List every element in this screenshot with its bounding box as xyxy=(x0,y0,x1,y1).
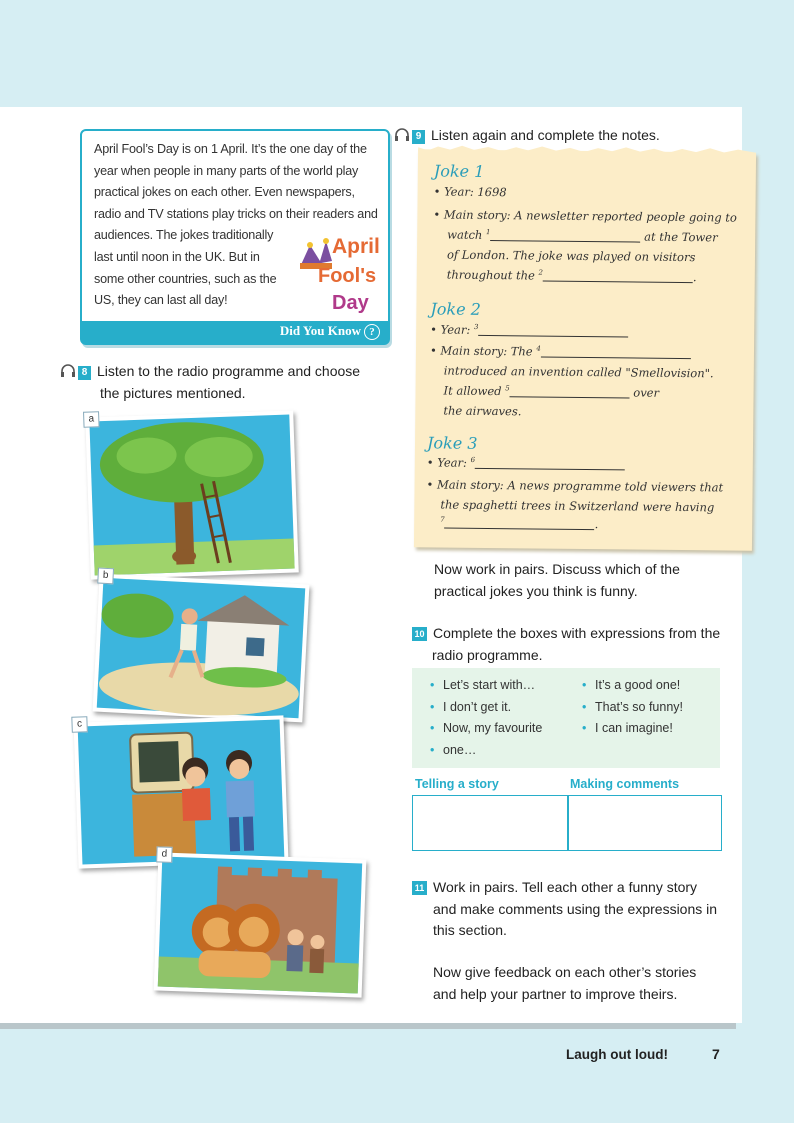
logo-day: Day xyxy=(332,292,369,314)
task-11-line3: this section. xyxy=(433,922,507,938)
expression-item-cont: • one… xyxy=(430,740,542,762)
joke-3-year: • Year: $^6$ xyxy=(427,455,625,471)
joke-3-story-line3: $^7$ . xyxy=(440,515,599,532)
info-line: audiences. The jokes traditionally xyxy=(94,228,274,243)
picture-c[interactable] xyxy=(74,715,289,868)
boys-tv-picture xyxy=(74,715,289,868)
picture-label: b xyxy=(97,568,114,585)
joke-3-title: Joke 3 xyxy=(426,433,478,453)
joke-2-story-line2: introduced an invention called "Smellovision". xyxy=(443,363,714,381)
answer-blank-1[interactable] xyxy=(490,230,640,243)
logo-fools: Fool's xyxy=(318,265,377,287)
picture-label: d xyxy=(156,846,173,863)
joke-3-story-line1: • Main story: A news programme told viewers that xyxy=(426,477,724,495)
pairs-line1: Now work in pairs. Discuss which of the xyxy=(434,561,680,577)
expression-item: • It’s a good one! xyxy=(582,675,683,697)
task-11-heading xyxy=(412,877,717,942)
headphones-icon xyxy=(60,364,76,377)
question-icon: ? xyxy=(364,324,380,340)
did-you-know-box xyxy=(80,129,390,345)
expressions-right-list xyxy=(582,675,683,740)
joke-1-story-line3: of London. The joke was played on visitors xyxy=(446,247,696,265)
tree-ladder-picture xyxy=(85,410,299,579)
headphones-icon xyxy=(394,128,410,141)
feedback-line1: Now give feedback on each other’s stories xyxy=(433,964,697,980)
picture-label: a xyxy=(83,411,100,428)
expression-item: • I can imagine! xyxy=(582,718,683,740)
april-fools-logo xyxy=(296,227,382,317)
task-9-text: Listen again and complete the notes. xyxy=(431,127,660,143)
expressions-box xyxy=(412,668,720,768)
joke-2-story-line1: • Main story: The $^4$ xyxy=(430,343,691,360)
picture-d[interactable] xyxy=(154,848,367,997)
picture-b[interactable] xyxy=(93,569,310,723)
info-line: April Fool’s Day is on 1 April. It’s the one day of the xyxy=(94,142,367,156)
task-number-badge: 11 xyxy=(412,881,427,895)
lions-tower-picture xyxy=(154,852,367,997)
answer-blank-7[interactable] xyxy=(445,518,595,531)
answer-table[interactable] xyxy=(412,795,722,851)
pairs-line2: practical jokes you think is funny. xyxy=(434,582,638,599)
expressions-left-list xyxy=(430,675,542,761)
answer-blank-3[interactable] xyxy=(478,325,628,338)
picture-a[interactable] xyxy=(85,410,299,579)
joke-1-story-line1: • Main story: A newsletter reported people going to xyxy=(433,207,737,225)
joke-2-year: • Year: $^3$ xyxy=(430,322,628,338)
info-line: US, they can last all day! xyxy=(94,293,228,308)
task-number-badge: 8 xyxy=(78,366,91,380)
joke-1-story-line2: watch $^1$ at the Tower xyxy=(447,227,718,245)
did-you-know-label: Did You Know ? xyxy=(280,323,380,340)
task-8-line2: the pictures mentioned. xyxy=(100,384,246,401)
task-11-line2: and make comments using the expressions in xyxy=(433,900,718,917)
task-8-line1: Listen to the radio programme and choose xyxy=(97,363,361,379)
page-shadow xyxy=(0,1023,736,1029)
feedback-line2: and help your partner to improve theirs. xyxy=(433,985,678,1002)
logo-april: April xyxy=(332,235,380,258)
info-line: year when people in many parts of the world play xyxy=(94,163,359,178)
feedback-text xyxy=(433,962,696,1005)
task-number-badge: 9 xyxy=(412,130,425,144)
picture-label: c xyxy=(71,716,88,733)
expression-item: • Now, my favourite xyxy=(430,718,542,740)
footer-unit-title: Laugh out loud! xyxy=(566,1047,668,1062)
joke-2-story-line3: It allowed $^5$ over xyxy=(443,383,660,400)
task-8-heading xyxy=(60,361,360,404)
joke-1-story-line4: throughout the $^2$ . xyxy=(446,267,697,285)
joke-1-title: Joke 1 xyxy=(433,161,485,181)
runner-house-picture xyxy=(93,574,310,723)
task-11-line1: Work in pairs. Tell each other a funny story xyxy=(433,879,698,895)
info-line: practical jokes on each other. Even newspapers, xyxy=(94,185,355,200)
expression-item: • I don’t get it. xyxy=(430,697,542,719)
expression-item: • Let’s start with… xyxy=(430,675,542,697)
task-10-heading xyxy=(412,623,720,666)
joke-3-story-line2: the spaghetti trees in Switzerland were having xyxy=(440,497,715,515)
joke-2-story-line4: the airwaves. xyxy=(443,403,522,419)
joke-1-year: • Year: 1698 xyxy=(433,184,507,200)
pairs-discussion-text xyxy=(434,559,680,602)
column-telling-story: Telling a story xyxy=(415,777,499,791)
task-number-badge: 10 xyxy=(412,627,427,641)
info-line: some other countries, such as the xyxy=(94,271,277,286)
info-line: radio and TV stations play tricks on their readers and xyxy=(94,206,378,221)
task-10-line2: radio programme. xyxy=(432,646,543,663)
task-10-line1: Complete the boxes with expressions from the xyxy=(433,625,721,641)
info-line: last until noon in the UK. But in xyxy=(94,249,260,264)
column-making-comments: Making comments xyxy=(570,777,680,791)
table-divider xyxy=(567,796,569,850)
expression-item: • That’s so funny! xyxy=(582,697,683,719)
joke-2-title: Joke 2 xyxy=(430,299,482,319)
info-footer-bar xyxy=(82,321,388,343)
answer-blank-4[interactable] xyxy=(541,347,691,360)
answer-blank-6[interactable] xyxy=(475,458,625,471)
page-number: 7 xyxy=(712,1046,720,1062)
notes-paper xyxy=(414,149,756,551)
answer-blank-5[interactable] xyxy=(510,386,630,398)
answer-blank-2[interactable] xyxy=(543,271,693,284)
